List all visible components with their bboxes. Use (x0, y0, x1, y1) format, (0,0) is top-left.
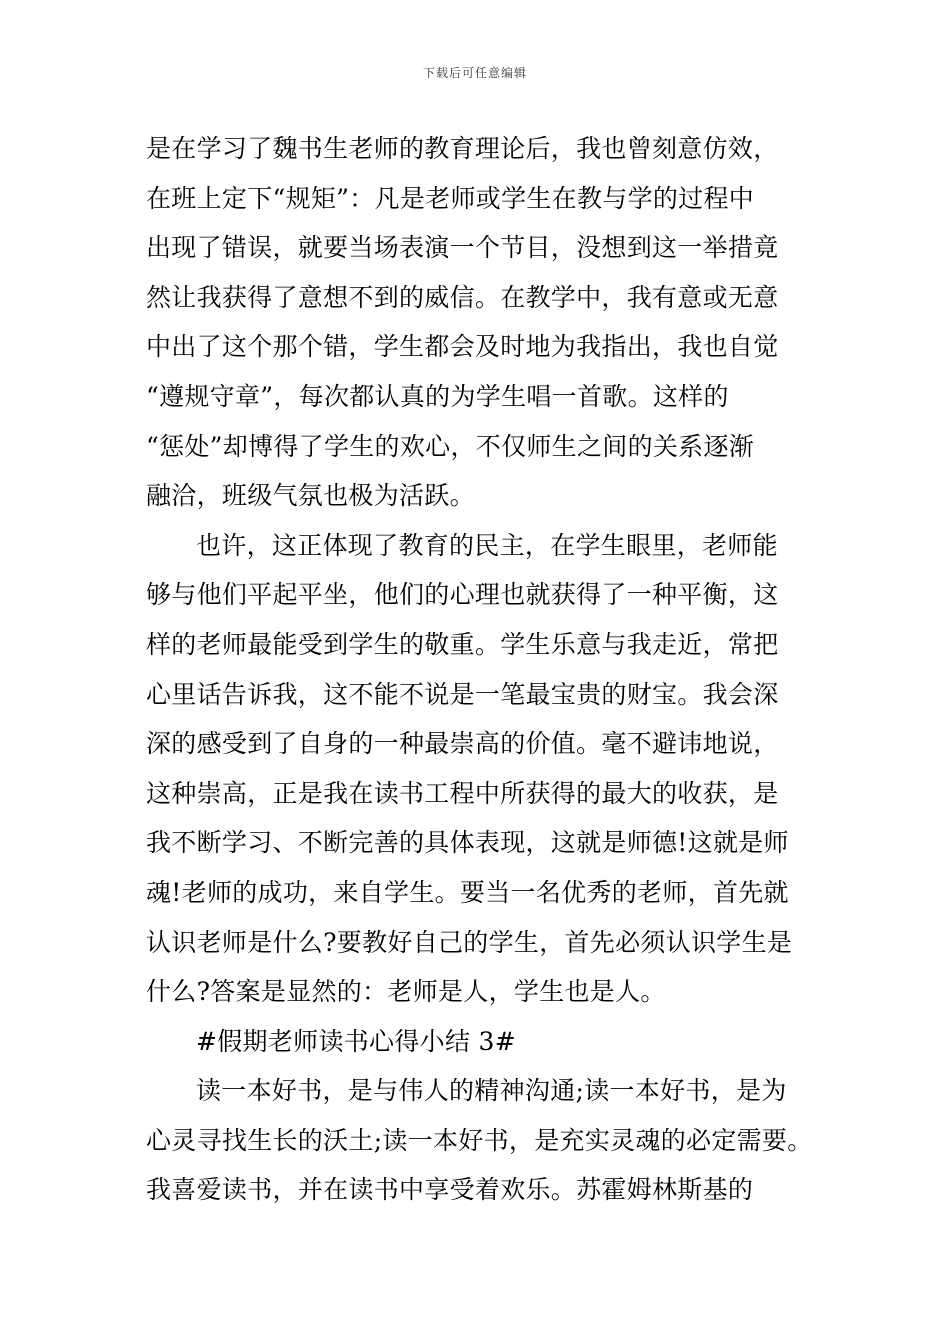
text-line: 样的老师最能受到学生的敬重。学生乐意与我走近，常把 (146, 629, 779, 659)
paragraph-start-line: 也许，这正体现了教育的民主，在学生眼里，老师能 (196, 530, 778, 560)
section-heading: #假期老师读书心得小结 3# (196, 1026, 516, 1056)
text-line: 什么?答案是显然的：老师是人，学生也是人。 (146, 977, 666, 1007)
text-line: 心灵寻找生长的沃土;读一本好书，是充实灵魂的必定需要。 (146, 1125, 813, 1155)
text-line: 认识老师是什么?要教好自己的学生，首先必须认识学生是 (146, 927, 793, 957)
text-line: 在班上定下“规矩”：凡是老师或学生在教与学的过程中 (146, 183, 755, 213)
text-line: 这种崇高，正是我在读书工程中所获得的最大的收获，是 (146, 778, 779, 808)
text-line: 融洽，班级气氛也极为活跃。 (146, 481, 475, 511)
document-body (146, 124, 826, 1215)
text-line: 深的感受到了自身的一种最崇高的价值。毫不避讳地说， (146, 729, 779, 759)
text-line: “遵规守章”，每次都认真的为学生唱一首歌。这样的 (146, 381, 729, 411)
text-line: 中出了这个那个错，学生都会及时地为我指出，我也自觉 (146, 332, 779, 362)
text-line: 心里话告诉我，这不能不说是一笔最宝贵的财宝。我会深 (146, 679, 779, 709)
text-line: “惩处”却博得了学生的欢心，不仅师生之间的关系逐渐 (146, 431, 755, 461)
text-line: 出现了错误，就要当场表演一个节目，没想到这一举措竟 (146, 233, 779, 263)
text-line: 魂!老师的成功，来自学生。要当一名优秀的老师，首先就 (146, 877, 789, 907)
text-line: 我不断学习、不断完善的具体表现，这就是师德!这就是师 (146, 828, 789, 858)
text-line: 够与他们平起平坐，他们的心理也就获得了一种平衡，这 (146, 580, 779, 610)
page-header-note: 下载后可任意编辑 (422, 66, 527, 80)
paragraph-start-line: 读一本好书，是与伟人的精神沟通;读一本好书，是为 (196, 1076, 787, 1106)
text-line: 然让我获得了意想不到的威信。在教学中，我有意或无意 (146, 282, 779, 312)
text-line: 是在学习了魏书生老师的教育理论后，我也曾刻意仿效， (146, 134, 779, 163)
text-line: 我喜爱读书，并在读书中享受着欢乐。苏霍姆林斯基的 (146, 1175, 754, 1205)
